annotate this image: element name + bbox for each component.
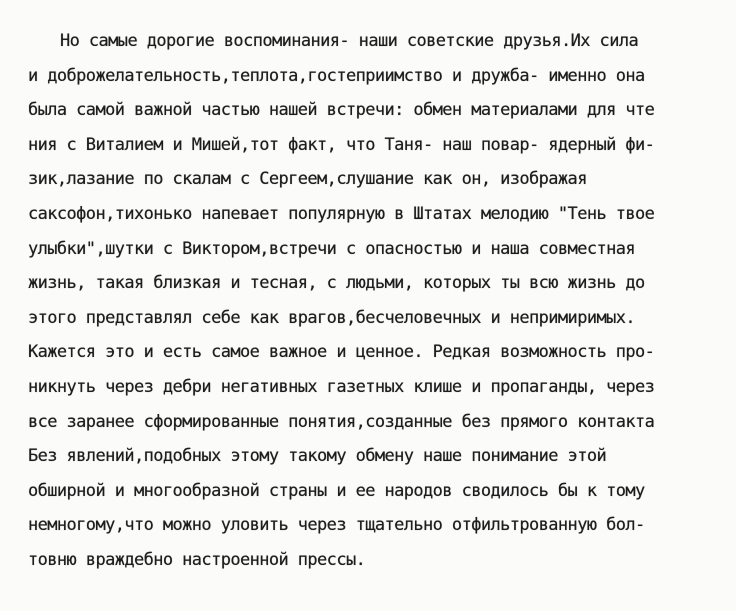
text-line: ния с Виталием и Мишей,тот факт, что Таня- наш повар- ядерный фи- bbox=[28, 134, 655, 155]
text-line: обширной и многообразной страны и ее народов сводилось бы к тому bbox=[28, 480, 645, 501]
text-line: саксофон,тихонько напевает популярную в Штатах мелодию "Тень твое bbox=[28, 203, 655, 224]
text-line: была самой важной частью нашей встречи: обмен материалами для чте bbox=[28, 100, 655, 121]
text-line: никнуть через дебри негативных газетных клише и пропаганды, через bbox=[28, 376, 655, 397]
text-line: улыбки",шутки с Виктором,встречи с опасностью и наша совместная bbox=[28, 238, 635, 259]
text-line: Кажется это и есть самое важное и ценное. Редкая возможность про- bbox=[28, 342, 655, 363]
typed-text-body bbox=[28, 24, 654, 578]
text-line: немногому,что можно уловить через тщательно отфильтрованную бол- bbox=[28, 515, 645, 536]
text-line: жизнь, такая близкая и тесная, с людьми, которых ты всю жизнь до bbox=[28, 273, 645, 294]
text-line: этого представлял себе как врагов,бесчеловечных и непримиримых. bbox=[28, 307, 635, 328]
text-line: Без явлений,подобных этому такому обмену наше понимание этой bbox=[28, 446, 607, 467]
text-line: все заранее сформированные понятия,созданные без прямого контакта bbox=[28, 411, 655, 432]
text-line: зик,лазание по скалам с Сергеем,слушание как он, изображая bbox=[28, 169, 587, 190]
text-line: Но самые дорогие воспоминания- наши советские друзья.Их сила bbox=[60, 31, 639, 51]
text-line: и доброжелательность,теплота,гостеприимство и дружба- именно она bbox=[28, 65, 645, 86]
text-line: товню враждебно настроенной прессы. bbox=[28, 549, 366, 570]
